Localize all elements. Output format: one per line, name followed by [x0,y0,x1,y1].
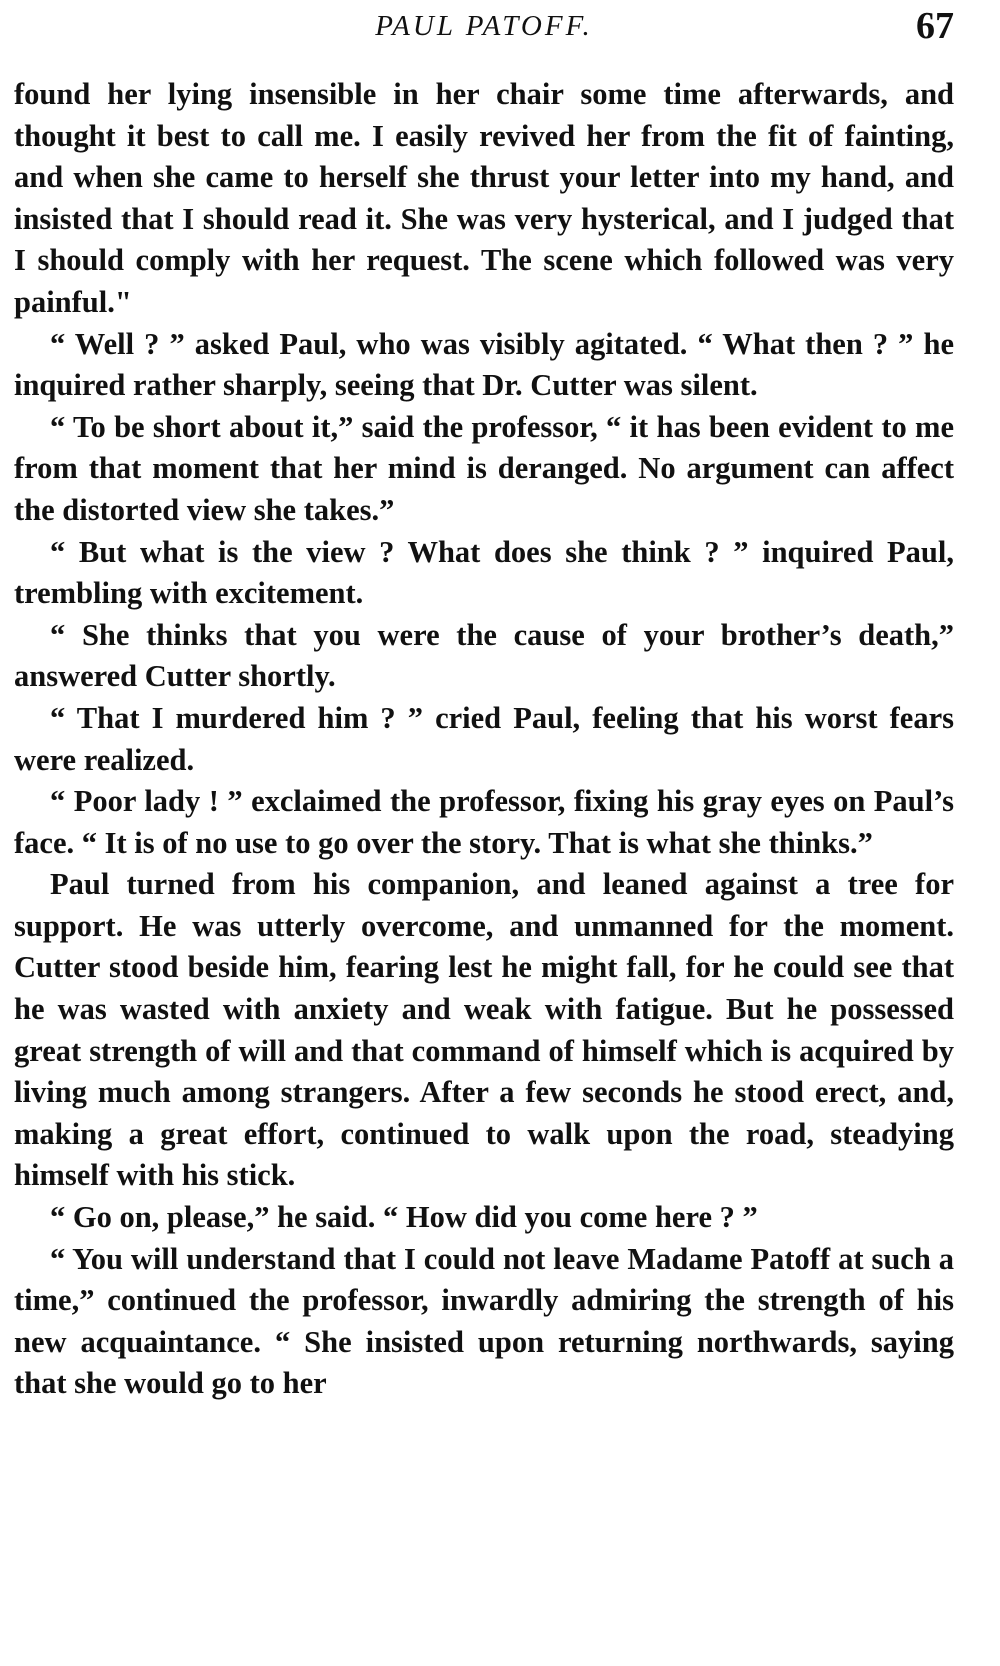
paragraph: “ Poor lady ! ” exclaimed the professor, fixing his gray eyes on Paul’s face. “ It is of no use to go over the story. That is what she thinks.” [14,784,954,860]
paragraph: “ That I murdered him ? ” cried Paul, feeling that his worst fears were realized. [14,700,954,777]
paragraph: “ Go on, please,” he said. “ How did you come here ? ” [50,1200,758,1235]
paragraph-continuation: found her lying insensible in her chair some time afterwards, and thought it best to call me. I easily revived her from the fit of fainting, and when she came to herself she thrust your letter into my hand, and insisted that I should read it. She was very hysterical, and I judged that I should comply with her request. The scene which followed was very painful." [14,77,954,319]
paragraph: “ You will understand that I could not leave Madame Patoff at such a time,” continued the professor, inwardly admiring the strength of his new acquaintance. “ She insisted upon returning northwards, saying that she would go to her [14,1241,954,1401]
paragraph: Paul turned from his companion, and leaned against a tree for support. He was utterly overcome, and unmanned for the moment. Cutter stood beside him, fearing lest he might fall, for he could see that he was wasted with anxiety and weak with fatigue. But he possessed great strength of will and that command of himself which is acquired by living much among strangers. After a few seconds he stood erect, and, making a great effort, continued to walk upon the road, steadying himself with his stick. [14,867,954,1193]
paragraph: “ But what is the view ? What does she think ? ” inquired Paul, trembling with excitement. [14,534,954,611]
page-number: 67 [916,5,954,47]
body-text [14,74,954,1405]
running-head [14,4,954,74]
paragraph: “ To be short about it,” said the professor, “ it has been evident to me from that moment that her mind is deranged. No argument can affect the distorted view she takes.” [14,409,954,527]
running-title: PAUL PATOFF. [375,10,593,42]
paragraph: “ Well ? ” asked Paul, who was visibly agitated. “ What then ? ” he inquired rather sharply, seeing that Dr. Cutter was silent. [14,326,954,403]
paragraph: “ She thinks that you were the cause of your brother’s death,” answered Cutter shortly. [14,617,954,694]
